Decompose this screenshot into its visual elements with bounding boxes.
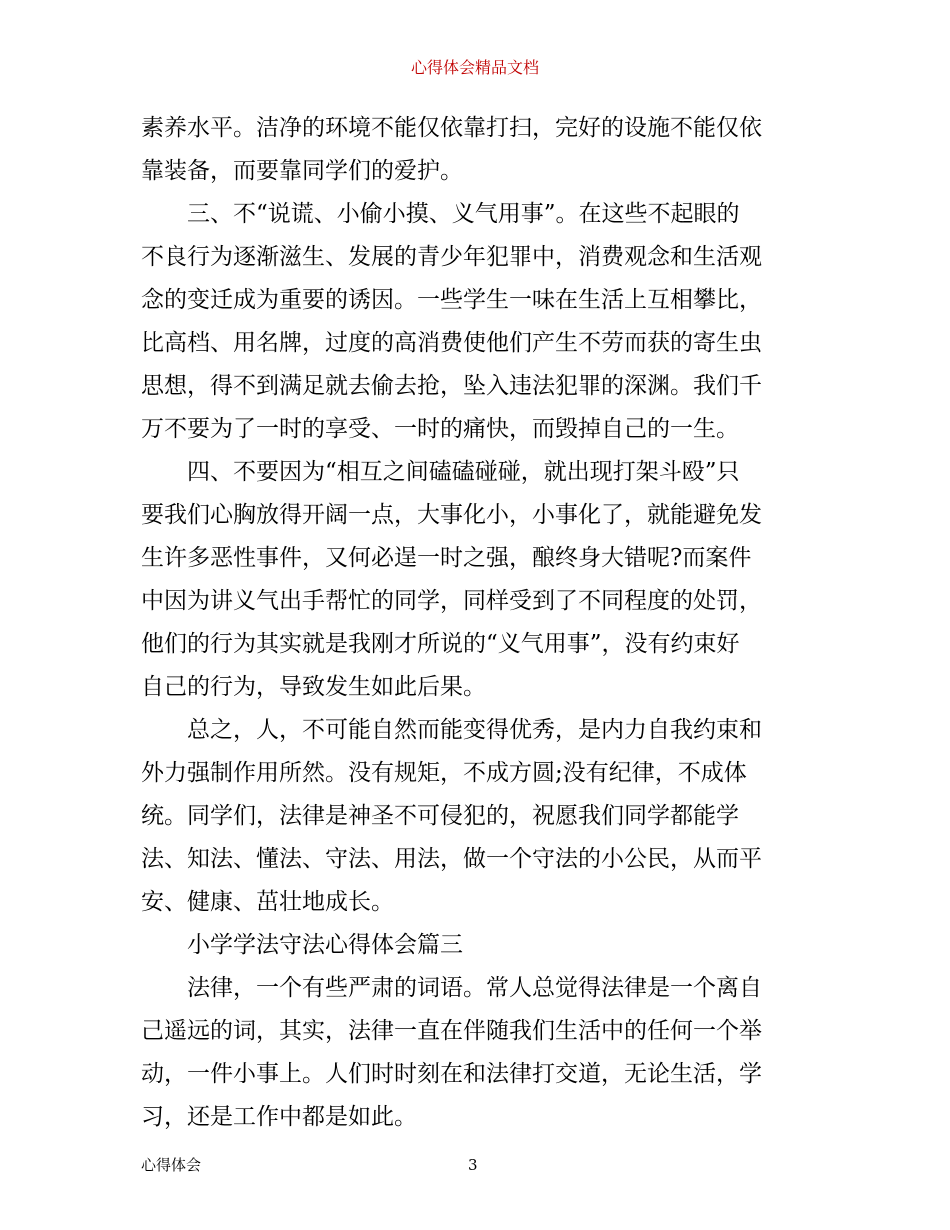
document-body (141, 107, 813, 1139)
text-line: 自己的行为，导致发生如此后果。 (141, 674, 486, 700)
text-line: 万不要为了一时的享受、一时的痛快，而毁掉自己的一生。 (141, 416, 739, 442)
text-line: 要我们心胸放得开阔一点，大事化小，小事化了，就能避免发 (141, 502, 762, 528)
text-line: 法律，一个有些严肃的词语。常人总觉得法律是一个离自 (141, 975, 762, 1001)
text-line: 生许多恶性事件，又何必逞一时之强，酿终身大错呢?而案件 (141, 545, 752, 571)
footer-label: 心得体会 (141, 1156, 202, 1174)
text-line: 三、不“说谎、小偷小摸、义气用事”。在这些不起眼的 (141, 201, 740, 227)
text-line: 法、知法、懂法、守法、用法，做一个守法的小公民，从而平 (141, 846, 762, 872)
text-line: 靠装备，而要靠同学们的爱护。 (141, 158, 463, 184)
text-line: 安、健康、茁壮地成长。 (141, 889, 394, 915)
section-heading: 小学学法守法心得体会篇三 (141, 932, 463, 958)
text-line: 习，还是工作中都是如此。 (141, 1104, 417, 1130)
page-header-title: 心得体会精品文档 (410, 58, 539, 77)
page-number: 3 (468, 1156, 478, 1174)
text-line: 中因为讲义气出手帮忙的同学，同样受到了不同程度的处罚， (141, 588, 762, 614)
text-line: 外力强制作用所然。没有规矩，不成方圆;没有纪律，不成体 (141, 760, 747, 786)
text-line: 己遥远的词，其实，法律一直在伴随我们生活中的任何一个举 (141, 1018, 762, 1044)
text-line: 不良行为逐渐滋生、发展的青少年犯罪中，消费观念和生活观 (141, 244, 762, 270)
text-line: 四、不要因为“相互之间磕磕碰碰，就出现打架斗殴”只 (141, 459, 740, 485)
text-line: 思想，得不到满足就去偷去抢，坠入违法犯罪的深渊。我们千 (141, 373, 762, 399)
text-line: 比高档、用名牌，过度的高消费使他们产生不劳而获的寄生虫 (141, 330, 762, 356)
text-line: 素养水平。洁净的环境不能仅依靠打扫，完好的设施不能仅依 (141, 115, 762, 141)
text-line: 念的变迁成为重要的诱因。一些学生一味在生活上互相攀比， (141, 287, 762, 313)
text-line: 动，一件小事上。人们时时刻在和法律打交道，无论生活，学 (141, 1061, 762, 1087)
text-line: 他们的行为其实就是我刚才所说的“义气用事”，没有约束好 (141, 631, 740, 657)
text-line: 统。同学们，法律是神圣不可侵犯的，祝愿我们同学都能学 (141, 803, 739, 829)
text-line: 总之，人，不可能自然而能变得优秀，是内力自我约束和 (141, 717, 762, 743)
